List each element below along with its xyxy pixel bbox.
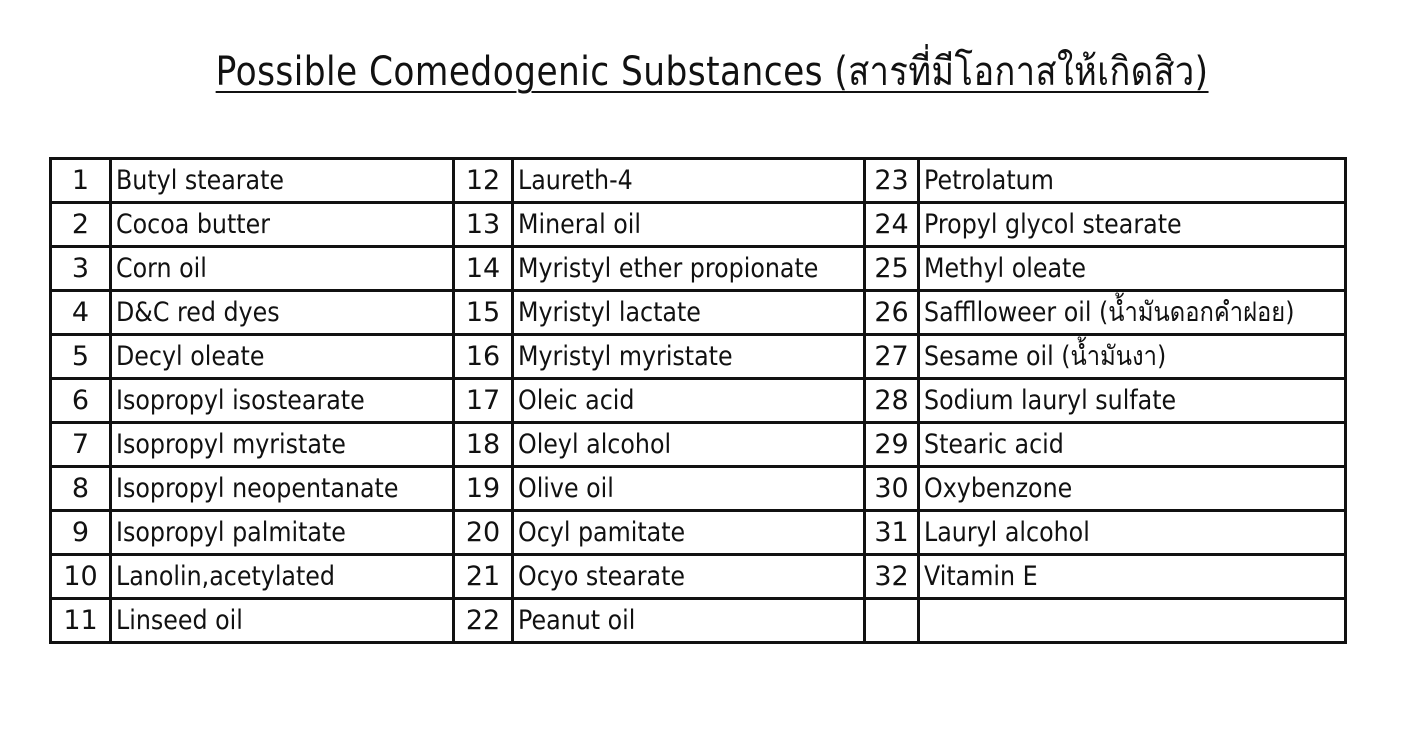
substance-name: Isopropyl palmitate (111, 511, 454, 555)
table-row (51, 291, 1346, 335)
substance-number: 27 (865, 335, 919, 379)
substance-number: 4 (51, 291, 111, 335)
substance-name: Propyl glycol stearate (919, 203, 1346, 247)
substance-name: D&C red dyes (111, 291, 454, 335)
table-row (51, 335, 1346, 379)
substance-number: 16 (454, 335, 513, 379)
substance-number: 18 (454, 423, 513, 467)
substance-name: Oleic acid (513, 379, 865, 423)
page-title (102, 44, 1322, 100)
substance-name: Oleyl alcohol (513, 423, 865, 467)
substance-number: 21 (454, 555, 513, 599)
substances-table (49, 157, 1347, 644)
substance-number: 10 (51, 555, 111, 599)
substance-number: 1 (51, 159, 111, 203)
table-row (51, 159, 1346, 203)
substance-number: 6 (51, 379, 111, 423)
substance-number: 8 (51, 467, 111, 511)
substance-name: Butyl stearate (111, 159, 454, 203)
substance-number: 11 (51, 599, 111, 643)
substance-number: 9 (51, 511, 111, 555)
substance-name: Peanut oil (513, 599, 865, 643)
substance-number: 7 (51, 423, 111, 467)
table-row (51, 555, 1346, 599)
substance-number: 31 (865, 511, 919, 555)
substance-number: 24 (865, 203, 919, 247)
substances-table-body (51, 159, 1346, 643)
substance-name: Laureth-4 (513, 159, 865, 203)
substance-name: Myristyl myristate (513, 335, 865, 379)
substance-name: Vitamin E (919, 555, 1346, 599)
substance-name: Myristyl lactate (513, 291, 865, 335)
substance-name: Mineral oil (513, 203, 865, 247)
table-row (51, 203, 1346, 247)
substance-name: Lauryl alcohol (919, 511, 1346, 555)
empty-cell (919, 599, 1346, 643)
substance-name: Oxybenzone (919, 467, 1346, 511)
substance-number: 29 (865, 423, 919, 467)
substance-number: 25 (865, 247, 919, 291)
table-row (51, 247, 1346, 291)
substance-number: 15 (454, 291, 513, 335)
substance-name: Corn oil (111, 247, 454, 291)
substance-name: Safflloweer oil (น้ำมันดอกคำฝอย) (919, 291, 1346, 335)
substance-name: Cocoa butter (111, 203, 454, 247)
substance-number: 20 (454, 511, 513, 555)
substance-number: 2 (51, 203, 111, 247)
substance-number: 13 (454, 203, 513, 247)
substance-number: 3 (51, 247, 111, 291)
substance-name: Methyl oleate (919, 247, 1346, 291)
table-row (51, 467, 1346, 511)
substance-name: Ocyo stearate (513, 555, 865, 599)
substance-name: Decyl oleate (111, 335, 454, 379)
substance-name: Petrolatum (919, 159, 1346, 203)
substance-name: Sesame oil (น้ำมันงา) (919, 335, 1346, 379)
substance-number: 26 (865, 291, 919, 335)
page-title-text: Possible Comedogenic Substances (สารที่มีโอกาสให้เกิดสิว) (215, 49, 1209, 95)
substance-number: 5 (51, 335, 111, 379)
substance-name: Linseed oil (111, 599, 454, 643)
substance-name: Ocyl pamitate (513, 511, 865, 555)
substance-number: 22 (454, 599, 513, 643)
empty-cell (865, 599, 919, 643)
substance-number: 28 (865, 379, 919, 423)
table-row (51, 379, 1346, 423)
substance-name: Myristyl ether propionate (513, 247, 865, 291)
substance-name: Sodium lauryl sulfate (919, 379, 1346, 423)
substance-number: 12 (454, 159, 513, 203)
substance-name: Isopropyl neopentanate (111, 467, 454, 511)
substance-number: 19 (454, 467, 513, 511)
table-row (51, 511, 1346, 555)
substance-number: 32 (865, 555, 919, 599)
substance-number: 23 (865, 159, 919, 203)
substance-name: Isopropyl isostearate (111, 379, 454, 423)
substance-number: 30 (865, 467, 919, 511)
substance-number: 17 (454, 379, 513, 423)
substance-number: 14 (454, 247, 513, 291)
substance-name: Isopropyl myristate (111, 423, 454, 467)
substance-name: Lanolin,acetylated (111, 555, 454, 599)
substance-name: Stearic acid (919, 423, 1346, 467)
substance-name: Olive oil (513, 467, 865, 511)
table-row (51, 423, 1346, 467)
table-row (51, 599, 1346, 643)
